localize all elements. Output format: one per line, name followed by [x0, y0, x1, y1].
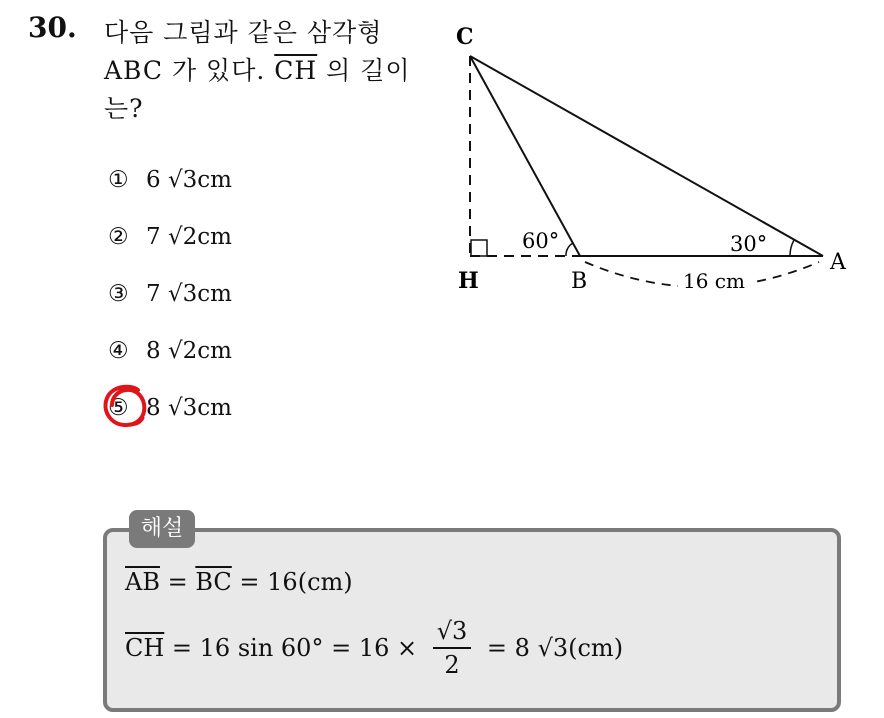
question-line-1: 다음 그림과 같은 삼각형	[104, 18, 383, 47]
angle-label-a: 30°	[730, 232, 768, 256]
segment-ch: $\overline{CH}$	[125, 634, 165, 662]
choice-4[interactable]	[108, 331, 288, 371]
expression-sin: = 16 sin 60° = 16 ×	[164, 634, 425, 662]
choice-1[interactable]	[108, 160, 288, 200]
explanation-line-1	[125, 564, 353, 600]
choice-3[interactable]	[108, 274, 288, 314]
choice-number: ⑤	[108, 395, 129, 421]
triangle-figure	[440, 20, 860, 310]
vertex-label-h: H	[458, 268, 479, 294]
question-line-2	[104, 52, 434, 90]
question-line-2-pre: ABC 가 있다.	[104, 56, 275, 85]
choice-value: 8 √3cm	[146, 395, 232, 421]
segment-ch: $\overline{CH}$	[274, 56, 318, 85]
result-16cm: = 16(cm)	[231, 568, 353, 596]
side-ca	[470, 56, 823, 256]
choice-number: ②	[108, 224, 129, 250]
choice-number: ①	[108, 167, 129, 193]
vertex-label-c: C	[456, 24, 474, 50]
question-line-2-post: 의 길이	[317, 56, 411, 85]
question-text	[104, 14, 434, 128]
choice-value: 7 √3cm	[146, 281, 232, 307]
right-angle-marker	[471, 240, 487, 256]
segment-bc: $\overline{BC}$	[195, 568, 232, 596]
fraction-numerator: √3	[433, 617, 472, 649]
equals: =	[159, 568, 196, 596]
vertex-label-b: B	[571, 269, 588, 294]
question-line-3: 는?	[104, 94, 144, 123]
result-8root3: = 8 √3(cm)	[479, 634, 624, 662]
angle-label-b: 60°	[522, 229, 560, 253]
choice-value: 6 √3cm	[146, 167, 232, 193]
choice-2[interactable]	[108, 217, 288, 257]
answer-circle-mark	[100, 382, 152, 432]
explanation-line-2	[125, 613, 623, 683]
angle-arc-b	[566, 243, 573, 256]
fraction-denominator: 2	[444, 651, 460, 679]
explanation-tab: 해설	[129, 510, 195, 548]
side-cb	[470, 56, 580, 256]
length-label-ab: 16 cm	[683, 269, 745, 293]
fraction-root3-over-2	[433, 617, 472, 679]
choice-number: ④	[108, 338, 129, 364]
question-number: 30.	[28, 11, 77, 44]
choice-number: ③	[108, 281, 129, 307]
vertex-label-a: A	[830, 250, 846, 275]
angle-arc-a	[790, 240, 794, 256]
choice-value: 7 √2cm	[146, 224, 232, 250]
segment-ab: $\overline{AB}$	[125, 568, 160, 596]
choice-value: 8 √2cm	[146, 338, 232, 364]
